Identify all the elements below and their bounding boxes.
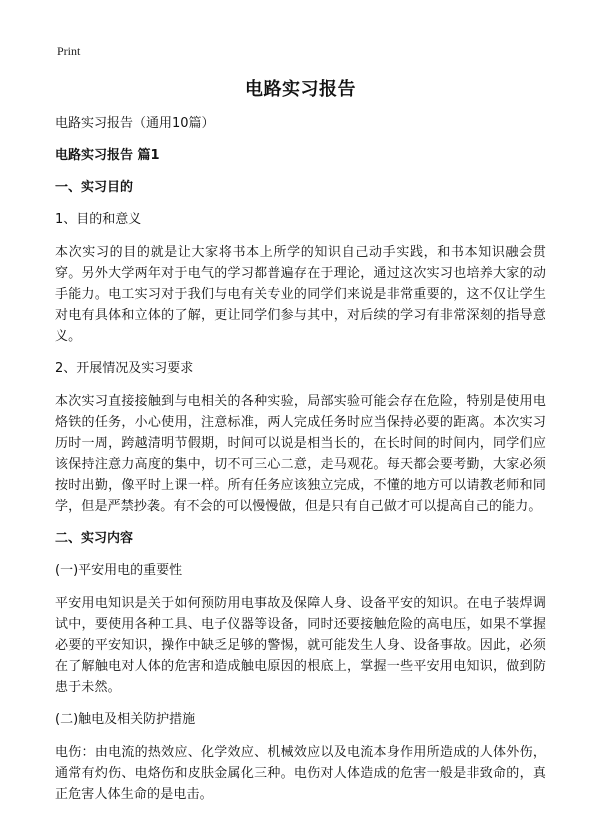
subsection-heading-goal: 1、目的和意义 [55,212,142,227]
part-heading: 电路实习报告 篇1 [55,148,160,163]
paragraph-electric-shock: 电伤：由电流的热效应、化学效应、机械效应以及电流本身作用所造成的人体外伤，通常有灼伤、电烙伤和皮肤金属化三种。电伤对人体造成的危害一般是非致命的，真正危害人体生命的是电击。 [55,745,546,802]
document-subtitle: 电路实习报告（通用10篇） [55,116,215,131]
paragraph-goal: 本次实习的目的就是让大家将书本上所学的知识自己动手实践，和书本知识融会贯穿。另外大学两年对于电气的学习都普遍存在于理论，通过这次实习也培养大家的动手能力。电工实习对于我们与电有关专业的同学们来说是非常重要的，这不仅让学生对电有具体和立体的了解，更让同学们参与其中，对后续的学习有非常深刻的指导意义。 [55,245,546,344]
document-title: 电路实习报告 [245,79,356,100]
paragraph-requirements: 本次实习直接接触到与电相关的各种实验，局部实验可能会存在危险，特别是使用电烙铁的任务，小心使用，注意标准，两人完成任务时应当保持必要的距离。本次实习历时一周，跨越清明节假期，时间可以说是相当长的，在长时间的时间内，同学们应该保持注意力高度的集中，切不可三心二意，走马观花。每天都会要考勤，大家必须按时出勤，像平时上课一样。所有任务应该独立完成，不懂的地方可以请教老师和同学，但是严禁抄袭。有不会的可以慢慢做，但是只有自己做才可以提高自己的能力。 [55,394,546,514]
section-heading-content: 二、实习内容 [55,531,134,546]
subsection-heading-safety: (一)平安用电的重要性 [55,563,183,578]
print-label: Print [57,44,81,58]
subsection-heading-requirements: 2、开展情况及实习要求 [55,361,194,376]
paragraph-safety: 平安用电知识是关于如何预防用电事故及保障人身、设备平安的知识。在电子装焊调试中，要使用各种工具、电子仪器等设备，同时还要接触危险的高电压，如果不掌握必要的平安知识，操作中缺乏足够的警惕，就可能发生人身、设备事故。因此，必须在了解触电对人体的危害和造成触电原因的根底上，掌握一些平安用电知识，做到防患于未然。 [55,596,546,695]
section-heading-purpose: 一、实习目的 [55,180,134,195]
subsection-heading-electric-shock: (二)触电及相关防护措施 [55,712,196,727]
